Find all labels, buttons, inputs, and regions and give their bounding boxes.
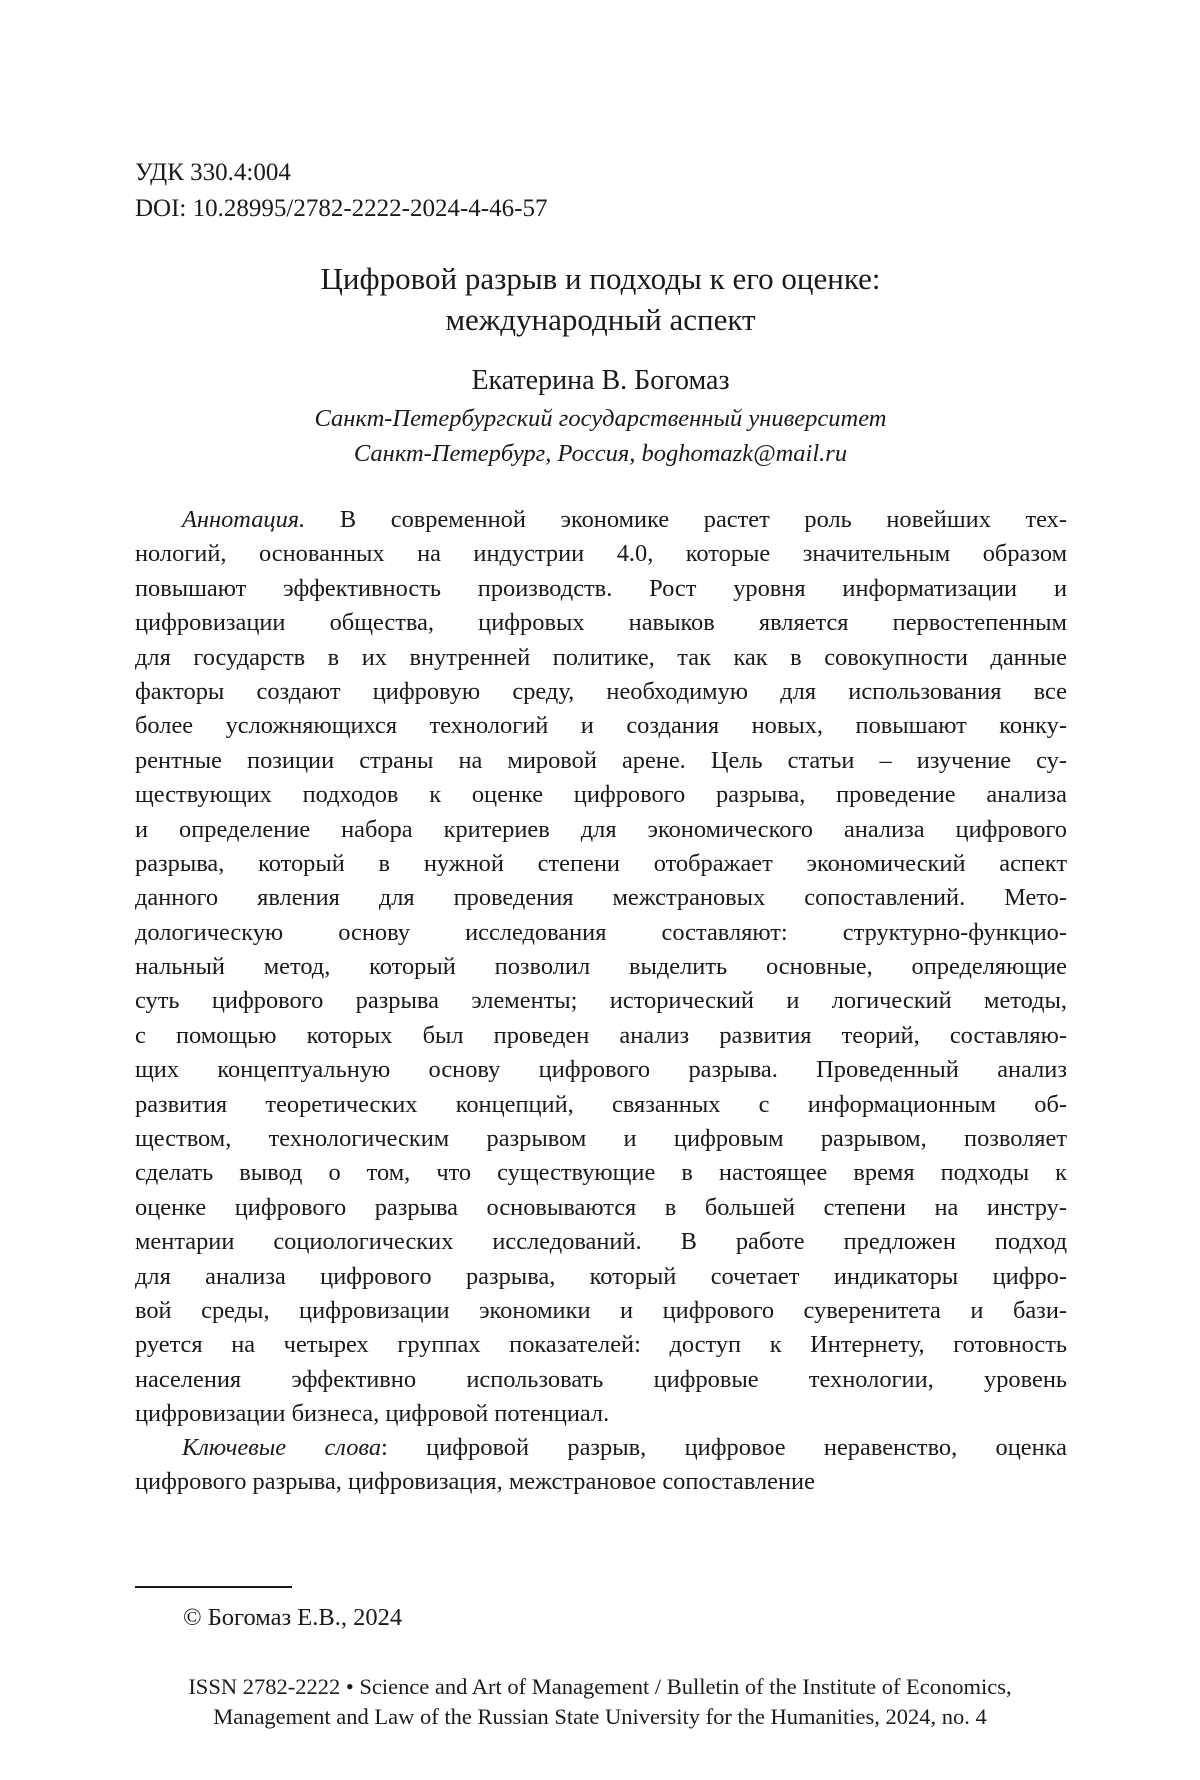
- footer-line-2: Management and Law of the Russian State University for the Humanities, 2024, no. 4: [213, 1704, 987, 1729]
- abstract: [135, 503, 1067, 1432]
- affiliation-location-email: Санкт-Петербург, Россия, boghomazk@mail.ru: [353, 440, 848, 467]
- author-affiliation: [135, 401, 1066, 471]
- abstract-line: нологий, основанных на индустрии 4.0, которые значительным образом: [135, 540, 1067, 568]
- abstract-line: населения эффективно использовать цифровые технологии, уровень: [135, 1365, 1067, 1393]
- abstract-line: оценке цифрового разрыва основываются в большей степени на инстру-: [135, 1193, 1067, 1221]
- affiliation-university: Санкт-Петербургский государственный университет: [314, 405, 887, 432]
- abstract-line: развития теоретических концепций, связанных с информационным об-: [135, 1090, 1067, 1118]
- footer-line-1: ISSN 2782-2222 • Science and Art of Management / Bulletin of the Institute of Economics,: [188, 1674, 1012, 1699]
- abstract-line: щих концептуальную основу цифрового разрыва. Проведенный анализ: [135, 1056, 1067, 1084]
- author-name: Екатерина В. Богомаз: [471, 365, 730, 396]
- keywords-line: цифрового разрыва, цифровизация, межстрановое сопоставление: [135, 1468, 815, 1496]
- abstract-line: рентные позиции страны на мировой арене. Цель статьи – изучение су-: [135, 746, 1067, 774]
- abstract-line: факторы создают цифровую среду, необходимую для использования все: [135, 677, 1067, 705]
- keywords-line: [135, 1431, 1067, 1465]
- abstract-line: суть цифрового разрыва элементы; исторический и логический методы,: [135, 987, 1067, 1015]
- title-line-2: международный аспект: [445, 302, 756, 337]
- abstract-label: Аннотация.: [182, 506, 306, 533]
- abstract-line: цифровизации общества, цифровых навыков является первостепенным: [135, 609, 1067, 637]
- abstract-line: повышают эффективность производств. Рост уровня информатизации и: [135, 574, 1067, 602]
- abstract-line: для анализа цифрового разрыва, который сочетает индикаторы цифро-: [135, 1262, 1067, 1290]
- keywords-label: Ключевые слова: [182, 1434, 382, 1461]
- copyright-footnote: © Богомаз Е.В., 2024: [183, 1604, 403, 1631]
- abstract-line: [135, 503, 1067, 537]
- abstract-line: нальный метод, который позволил выделить основные, определяющие: [135, 953, 1067, 981]
- title-line-1: Цифровой разрыв и подходы к его оценке:: [320, 261, 881, 296]
- journal-footer: [100, 1672, 1100, 1732]
- keywords: [135, 1431, 1067, 1500]
- abstract-line: данного явления для проведения межстрановых сопоставлений. Мето-: [135, 884, 1067, 912]
- abstract-line: с помощью которых был проведен анализ развития теорий, составляю-: [135, 1021, 1067, 1049]
- abstract-line: более усложняющихся технологий и создания новых, повышают конку-: [135, 712, 1067, 740]
- abstract-line: для государств в их внутренней политике, так как в совокупности данные: [135, 643, 1067, 671]
- abstract-line: дологическую основу исследования составляют: структурно-функцио-: [135, 918, 1067, 946]
- abstract-line: ществом, технологическим разрывом и цифровым разрывом, позволяет: [135, 1125, 1067, 1153]
- abstract-line: разрыва, который в нужной степени отображает экономический аспект: [135, 849, 1067, 877]
- article-title: [135, 258, 1066, 340]
- abstract-line: ментарии социологических исследований. В работе предложен подход: [135, 1228, 1067, 1256]
- abstract-line: руется на четырех группах показателей: доступ к Интернету, готовность: [135, 1331, 1067, 1359]
- abstract-line: цифровизации бизнеса, цифровой потенциал.: [135, 1400, 610, 1428]
- abstract-line: ществующих подходов к оценке цифрового разрыва, проведение анализа: [135, 781, 1067, 809]
- udc-code: УДК 330.4:004: [135, 159, 291, 186]
- article-identifiers: [135, 155, 547, 227]
- abstract-line: вой среды, цифровизации экономики и цифрового суверенитета и бази-: [135, 1296, 1067, 1324]
- abstract-line: сделать вывод о том, что существующие в настоящее время подходы к: [135, 1159, 1067, 1187]
- doi-code: DOI: 10.28995/2782-2222-2024-4-46-57: [135, 195, 548, 222]
- abstract-line-text: В современной экономике растет роль новейших тех-: [305, 506, 1067, 533]
- footnote-divider: [135, 1586, 292, 1588]
- keywords-text: : цифровой разрыв, цифровое неравенство, оценка: [381, 1434, 1067, 1461]
- abstract-line: и определение набора критериев для экономического анализа цифрового: [135, 815, 1067, 843]
